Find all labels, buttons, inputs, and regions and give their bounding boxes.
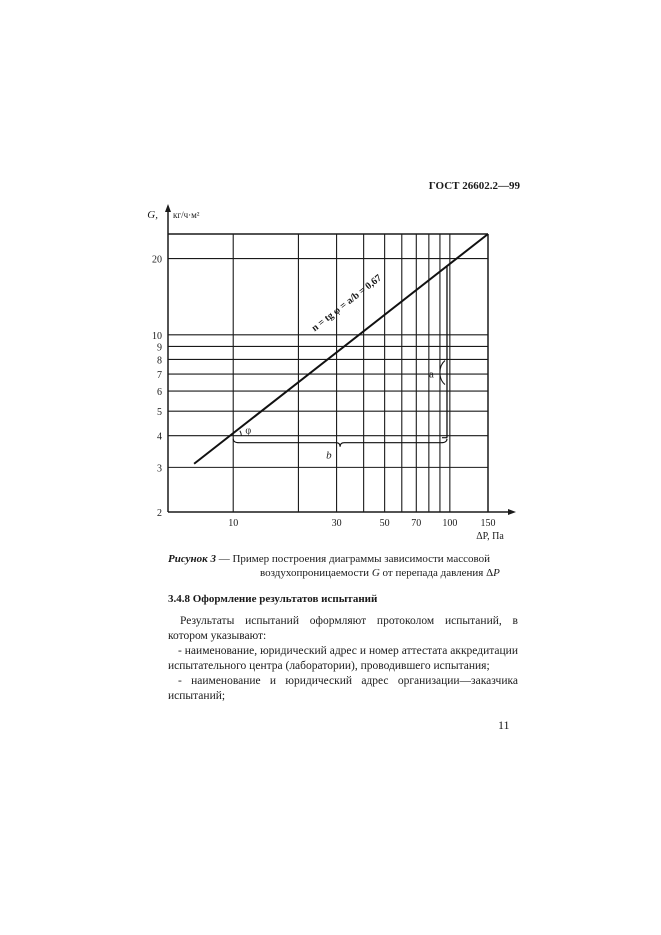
y-axis-unit: кг/ч·м² [173,210,200,220]
caption-line2-b: от перепада давления Δ [379,567,494,579]
caption-line2 [168,566,528,580]
paragraph-intro: Результаты испытаний оформляют протоколом испытаний, в котором указывают: [168,615,518,642]
x-axis-label: ΔP, Па [476,531,504,542]
caption-p-symbol: P [493,567,500,579]
series-line [194,234,488,464]
caption-label: Рисунок 3 [168,553,216,565]
section-heading [168,593,377,605]
section-title: Оформление результатов испытаний [192,593,378,605]
y-tick-label: 9 [157,342,162,354]
section-number: 3.4.8 [168,593,190,605]
y-tick-label: 3 [157,463,162,475]
x-tick-label: 100 [442,518,458,529]
x-tick-label: 30 [331,518,342,529]
x-tick-label: 70 [411,518,422,529]
caption-g-symbol: G [371,567,380,579]
x-axis-arrow [508,509,516,515]
annotations [233,265,447,461]
y-axis-arrow [165,204,171,212]
page-number: 11 [498,718,510,732]
angle-phi-label: φ [245,425,252,437]
x-tick-label: 50 [379,518,390,529]
caption-line2-a: воздухопроницаемости [260,567,372,579]
angle-arc [240,431,241,436]
y-tick-label: 4 [157,431,162,443]
x-tick-label: 150 [480,518,496,529]
b-label: b [326,449,332,462]
list-item: - наименование, юридический адрес и номер аттестата аккредитации испытательного центра (лаборатории), проводившего испытания; [168,645,518,672]
x-tick-label: 10 [228,518,239,529]
y-tick-label: 10 [152,330,162,342]
figure-caption [168,552,528,580]
caption-text-line1: — Пример построения диаграммы зависимости массовой [218,553,490,565]
y-tick-label: 6 [157,387,162,399]
y-tick-label: 7 [157,370,162,382]
a-label: a [428,368,434,381]
b-brace [233,439,447,447]
document-code: ГОСТ 26602.2—99 [428,180,520,192]
x-gridlines [233,234,450,512]
body-text [168,614,518,704]
y-tick-label: 2 [157,508,162,519]
y-tick-label: 20 [152,254,162,266]
series-group [194,234,488,464]
a-brace [440,361,445,385]
y-tick-label: 8 [157,355,162,367]
line-equation-label: n = tg φ = a/b = 0,67 [309,272,384,335]
y-axis-symbol: G, [147,209,158,221]
list-item: - наименование и юридический адрес организации—заказчика испытаний; [168,675,518,702]
y-tick-label: 5 [157,407,162,419]
